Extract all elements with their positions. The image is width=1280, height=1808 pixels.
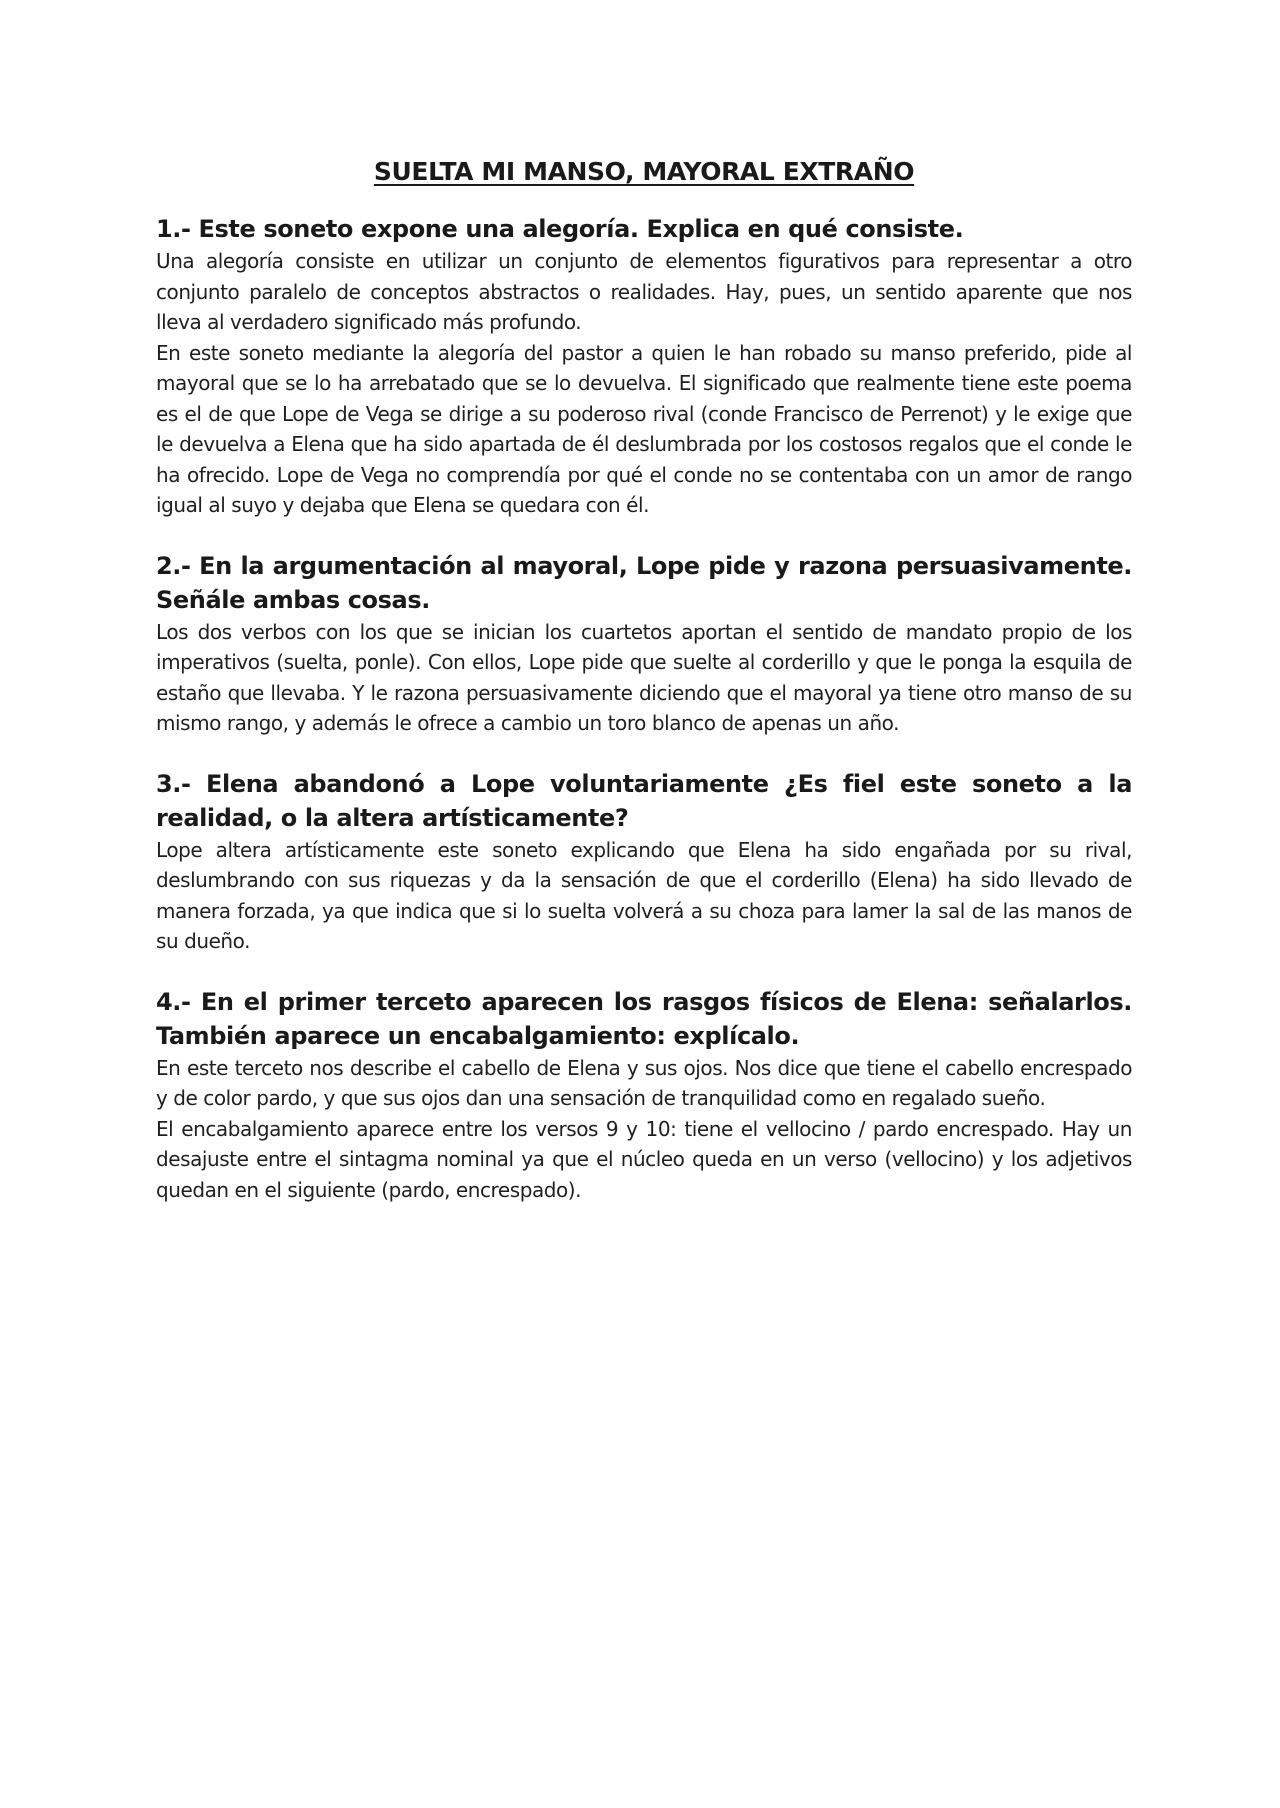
question-section-4 — [156, 985, 1132, 1206]
question-section-3 — [156, 767, 1132, 957]
answer-paragraph: En este soneto mediante la alegoría del pastor a quien le han robado su manso preferido, pide al mayoral que se lo ha arrebatado que se lo devuelva. El significado que realmente tiene este poema es el de que Lope de Vega se dirige a su poderoso rival (conde Francisco de Perrenot) y le exige que le devuelva a Elena que ha sido apartada de él deslumbrada por los costosos regalos que el conde le ha ofrecido. Lope de Vega no comprendía por qué el conde no se contentaba con un amor de rango igual al suyo y dejaba que Elena se quedara con él. — [156, 340, 1132, 517]
document-title: SUELTA MI MANSO, MAYORAL EXTRAÑO — [373, 157, 915, 186]
document-page — [156, 152, 1132, 1233]
question-section-2 — [156, 549, 1132, 739]
question-heading: 3.- Elena abandonó a Lope voluntariamente ¿Es fiel este soneto a la realidad, o la altera artísticamente? — [156, 769, 1132, 832]
question-section-1 — [156, 212, 1132, 521]
question-heading: 2.- En la argumentación al mayoral, Lope pide y razona persuasivamente. Señále ambas cosas. — [156, 551, 1132, 614]
answer-paragraph: Lope altera artísticamente este soneto explicando que Elena ha sido engañada por su rival, deslumbrando con sus riquezas y da la sensación de que el corderillo (Elena) ha sido llevado de manera forzada, ya que indica que si lo suelta volverá a su choza para lamer la sal de las manos de su dueño. — [156, 837, 1132, 953]
answer-paragraph: Una alegoría consiste en utilizar un conjunto de elementos figurativos para representar a otro conjunto paralelo de conceptos abstractos o realidades. Hay, pues, un sentido aparente que nos lleva al verdadero significado más profundo. — [156, 249, 1132, 334]
answer-paragraph: En este terceto nos describe el cabello de Elena y sus ojos. Nos dice que tiene el cabello encrespado y de color pardo, y que sus ojos dan una sensación de tranquilidad como en regalado sueño. — [156, 1055, 1132, 1110]
question-heading: 1.- Este soneto expone una alegoría. Explica en qué consiste. — [156, 215, 964, 243]
answer-paragraph: Los dos verbos con los que se inician los cuartetos aportan el sentido de mandato propio de los imperativos (suelta, ponle). Con ellos, Lope pide que suelte al corderillo y que le ponga la esquila de estaño que llevaba. Y le razona persuasivamente diciendo que el mayoral ya tiene otro manso de su mismo rango, y además le ofrece a cambio un toro blanco de apenas un año. — [156, 619, 1132, 735]
question-heading: 4.- En el primer terceto aparecen los rasgos físicos de Elena: señalarlos. También aparece un encabalgamiento: explícalo. — [156, 987, 1132, 1050]
answer-paragraph: El encabalgamiento aparece entre los versos 9 y 10: tiene el vellocino / pardo encrespado. Hay un desajuste entre el sintagma nominal ya que el núcleo queda en un verso (vellocino) y los adjetivos quedan en el siguiente (pardo, encrespado). — [156, 1116, 1132, 1202]
